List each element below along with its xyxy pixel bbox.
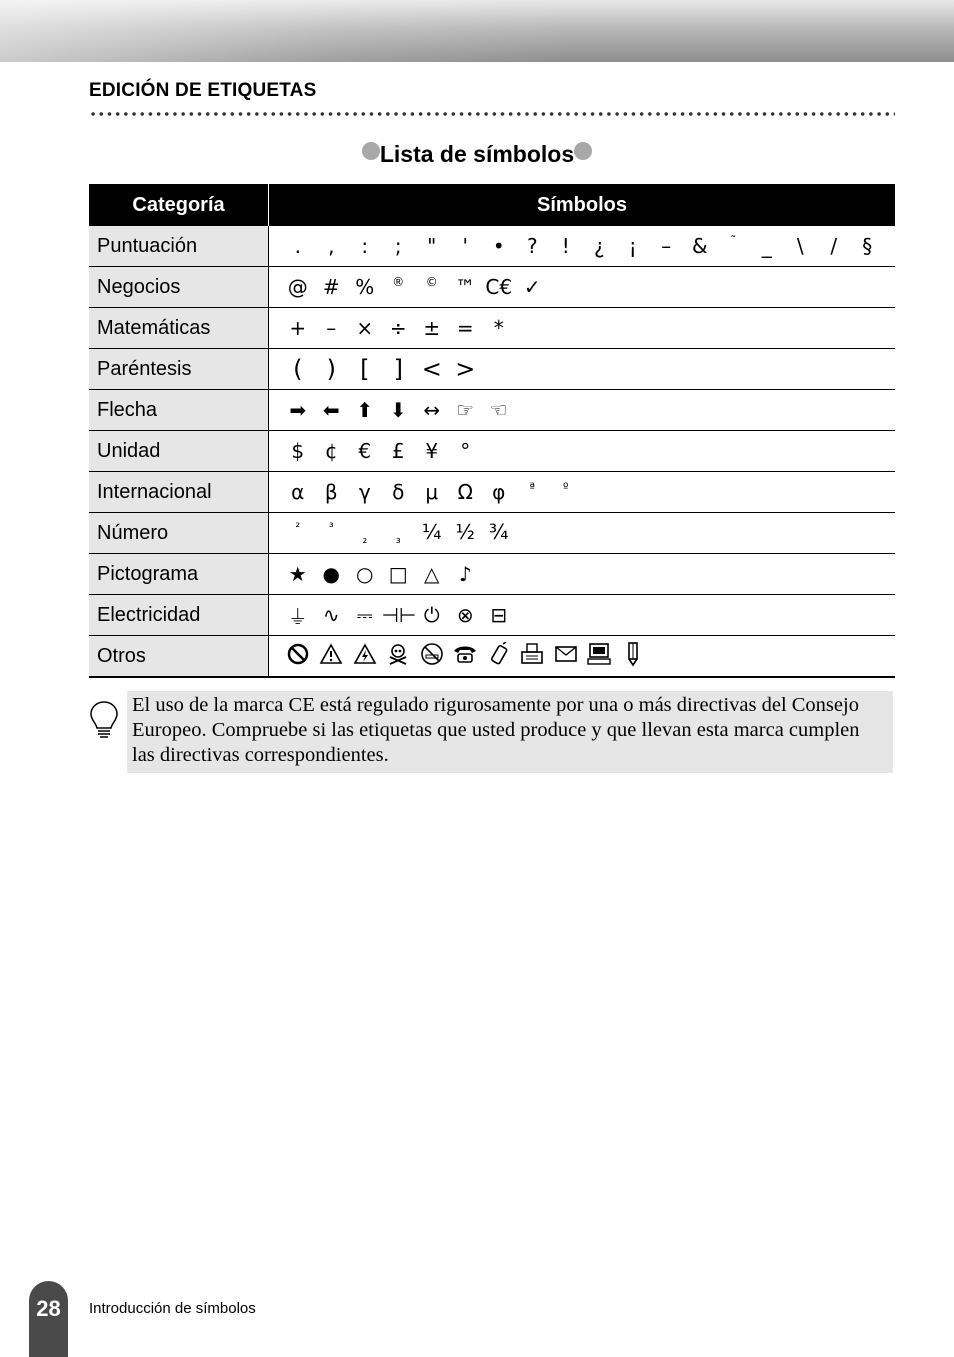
- category-cell: Negocios: [89, 267, 269, 308]
- title-text: Lista de símbolos: [379, 141, 575, 167]
- symbol-glyph: ²: [295, 520, 301, 535]
- symbol-glyph: ★: [288, 562, 307, 586]
- symbol-glyph: ⬅: [322, 398, 340, 422]
- symbol-glyph: ®: [392, 275, 405, 290]
- symbol-glyph: ⬇: [389, 398, 407, 422]
- symbol-glyph: ¿: [593, 234, 605, 258]
- symbol-glyph: ⎓: [356, 603, 373, 627]
- symbols-cell: [269, 226, 896, 267]
- symbol-glyph: φ: [492, 480, 506, 504]
- symbol-glyph: ∿: [322, 603, 340, 627]
- symbol-glyph: +: [289, 316, 307, 340]
- symbol-glyph: ½: [455, 519, 475, 544]
- symbol-glyph: ;: [394, 234, 402, 258]
- electric-hazard-icon: [348, 643, 382, 670]
- symbol-glyph: ⏚: [287, 604, 308, 629]
- symbol-glyph: #: [322, 275, 340, 299]
- symbol-glyph: <: [421, 355, 442, 383]
- computer-icon: [583, 642, 617, 671]
- symbol-glyph: ⊟: [490, 603, 508, 627]
- bullet-icon: [574, 142, 592, 160]
- symbols-cell: [269, 390, 896, 431]
- symbol-glyph: \: [796, 234, 804, 258]
- pencil-icon: [616, 641, 650, 672]
- symbols-cell: [269, 431, 896, 472]
- column-header-symbols: Símbolos: [269, 184, 896, 226]
- category-cell: Electricidad: [89, 595, 269, 636]
- symbol-glyph: °: [460, 439, 471, 463]
- symbol-glyph: ÷: [389, 316, 407, 340]
- table-row: [89, 267, 895, 308]
- symbol-glyph: •: [492, 234, 505, 258]
- symbol-glyph: ˜: [730, 234, 737, 249]
- symbol-glyph: %: [355, 275, 375, 299]
- symbol-glyph: >: [455, 355, 476, 383]
- symbol-glyph: [: [360, 355, 370, 383]
- symbol-glyph: *: [493, 316, 504, 340]
- symbol-glyph: ]: [393, 355, 403, 383]
- symbol-glyph: :: [361, 234, 369, 258]
- symbol-glyph: ➡: [289, 398, 307, 422]
- symbol-glyph: β: [324, 480, 338, 504]
- symbols-table: [89, 184, 895, 678]
- symbol-glyph: C€: [485, 275, 513, 299]
- table-header-row: [89, 184, 895, 226]
- bullet-icon: [362, 142, 380, 160]
- category-cell: Paréntesis: [89, 349, 269, 390]
- symbol-glyph: ¾: [489, 519, 509, 544]
- table-row: [89, 308, 895, 349]
- dotted-divider: [89, 111, 895, 117]
- symbol-glyph: –: [326, 316, 337, 340]
- symbols-cell: [269, 554, 896, 595]
- symbol-glyph: ○: [356, 562, 374, 586]
- symbol-glyph: ?: [526, 234, 538, 258]
- symbol-glyph: ♪: [458, 562, 472, 586]
- category-cell: Pictograma: [89, 554, 269, 595]
- table-row: [89, 472, 895, 513]
- symbol-glyph: ⊣⊢: [381, 603, 417, 627]
- symbol-glyph: ☞: [456, 398, 475, 422]
- category-cell: Flecha: [89, 390, 269, 431]
- page-number: 28: [29, 1281, 68, 1357]
- symbol-glyph: ±: [423, 316, 441, 340]
- symbol-glyph: α: [291, 480, 305, 504]
- symbol-glyph: ¥: [425, 439, 439, 463]
- symbols-cell: [269, 513, 896, 554]
- symbol-glyph: Ω: [457, 480, 473, 504]
- symbol-glyph: ⬆: [356, 398, 374, 422]
- symbol-glyph: &: [691, 234, 708, 258]
- symbol-glyph: δ: [392, 480, 405, 504]
- mobile-phone-icon: [482, 642, 516, 671]
- symbol-glyph: γ: [358, 480, 371, 504]
- symbol-glyph: ×: [356, 316, 374, 340]
- no-smoking-icon: [415, 642, 449, 671]
- symbol-glyph: ¡: [628, 234, 637, 258]
- symbol-glyph: ₃: [395, 532, 401, 547]
- symbol-glyph: @: [287, 275, 308, 299]
- symbol-glyph: □: [388, 562, 408, 586]
- symbol-glyph: △: [424, 562, 440, 586]
- symbols-cell: [269, 472, 896, 513]
- table-row: [89, 431, 895, 472]
- prohibited-icon: [281, 643, 315, 670]
- footer-text: Introducción de símbolos: [89, 1300, 256, 1317]
- symbol-glyph: €: [358, 439, 372, 463]
- telephone-icon: [449, 644, 483, 669]
- category-cell: Número: [89, 513, 269, 554]
- symbol-glyph: ⏻: [423, 603, 440, 627]
- symbol-glyph: _: [761, 234, 772, 258]
- symbols-cell: [269, 595, 896, 636]
- table-row: [89, 636, 895, 678]
- symbol-glyph: ¢: [324, 439, 338, 463]
- page-title: [0, 141, 954, 168]
- table-row: [89, 226, 895, 267]
- fax-icon: [516, 642, 550, 671]
- symbol-glyph: ●: [322, 562, 340, 586]
- symbol-glyph: £: [391, 439, 405, 463]
- symbol-glyph: ⊗: [456, 603, 474, 627]
- table-row: [89, 349, 895, 390]
- table-row: [89, 513, 895, 554]
- category-cell: Internacional: [89, 472, 269, 513]
- symbol-glyph: ↔: [423, 398, 441, 422]
- symbol-glyph: ³: [328, 520, 334, 535]
- symbol-glyph: §: [862, 234, 873, 258]
- table-row: [89, 390, 895, 431]
- symbol-glyph: ₂: [362, 532, 368, 547]
- skull-icon: [382, 643, 416, 670]
- symbol-glyph: $: [291, 439, 305, 463]
- symbol-glyph: =: [456, 316, 474, 340]
- lightbulb-icon: [89, 700, 119, 740]
- symbol-glyph: !: [561, 234, 570, 258]
- note-text: El uso de la marca CE está regulado rigurosamente por una o más directivas del Consejo Europeo. Compruebe si las etiquetas que usted produce y que llevan esta marca cumplen las directivas correspondientes.: [127, 691, 893, 773]
- symbols-cell: [269, 349, 896, 390]
- category-cell: Otros: [89, 636, 269, 678]
- table-row: [89, 595, 895, 636]
- symbol-glyph: μ: [425, 480, 439, 504]
- symbol-glyph: ): [326, 355, 336, 383]
- column-header-category: Categoría: [89, 184, 269, 226]
- symbol-glyph: ¼: [422, 519, 442, 544]
- symbol-glyph: ©: [425, 275, 438, 290]
- symbol-glyph: ª: [529, 480, 536, 495]
- symbols-cell: [269, 308, 896, 349]
- symbol-glyph: ™: [455, 275, 476, 299]
- symbol-glyph: ☜: [489, 398, 508, 422]
- symbol-glyph: .: [294, 234, 301, 258]
- envelope-icon: [549, 644, 583, 669]
- warning-icon: [315, 643, 349, 670]
- symbol-glyph: ': [462, 234, 468, 258]
- symbol-glyph: º: [562, 480, 569, 495]
- symbols-cell: [269, 636, 896, 678]
- category-cell: Matemáticas: [89, 308, 269, 349]
- symbol-glyph: (: [293, 355, 303, 383]
- symbol-glyph: /: [830, 234, 838, 258]
- category-cell: Puntuación: [89, 226, 269, 267]
- table-row: [89, 554, 895, 595]
- category-cell: Unidad: [89, 431, 269, 472]
- symbol-glyph: ,: [328, 234, 335, 258]
- symbol-glyph: ": [427, 234, 437, 258]
- symbol-glyph: ✓: [523, 275, 541, 299]
- symbols-cell: [269, 267, 896, 308]
- section-heading: EDICIÓN DE ETIQUETAS: [89, 80, 317, 101]
- symbol-glyph: –: [661, 234, 672, 258]
- header-band: [0, 0, 954, 62]
